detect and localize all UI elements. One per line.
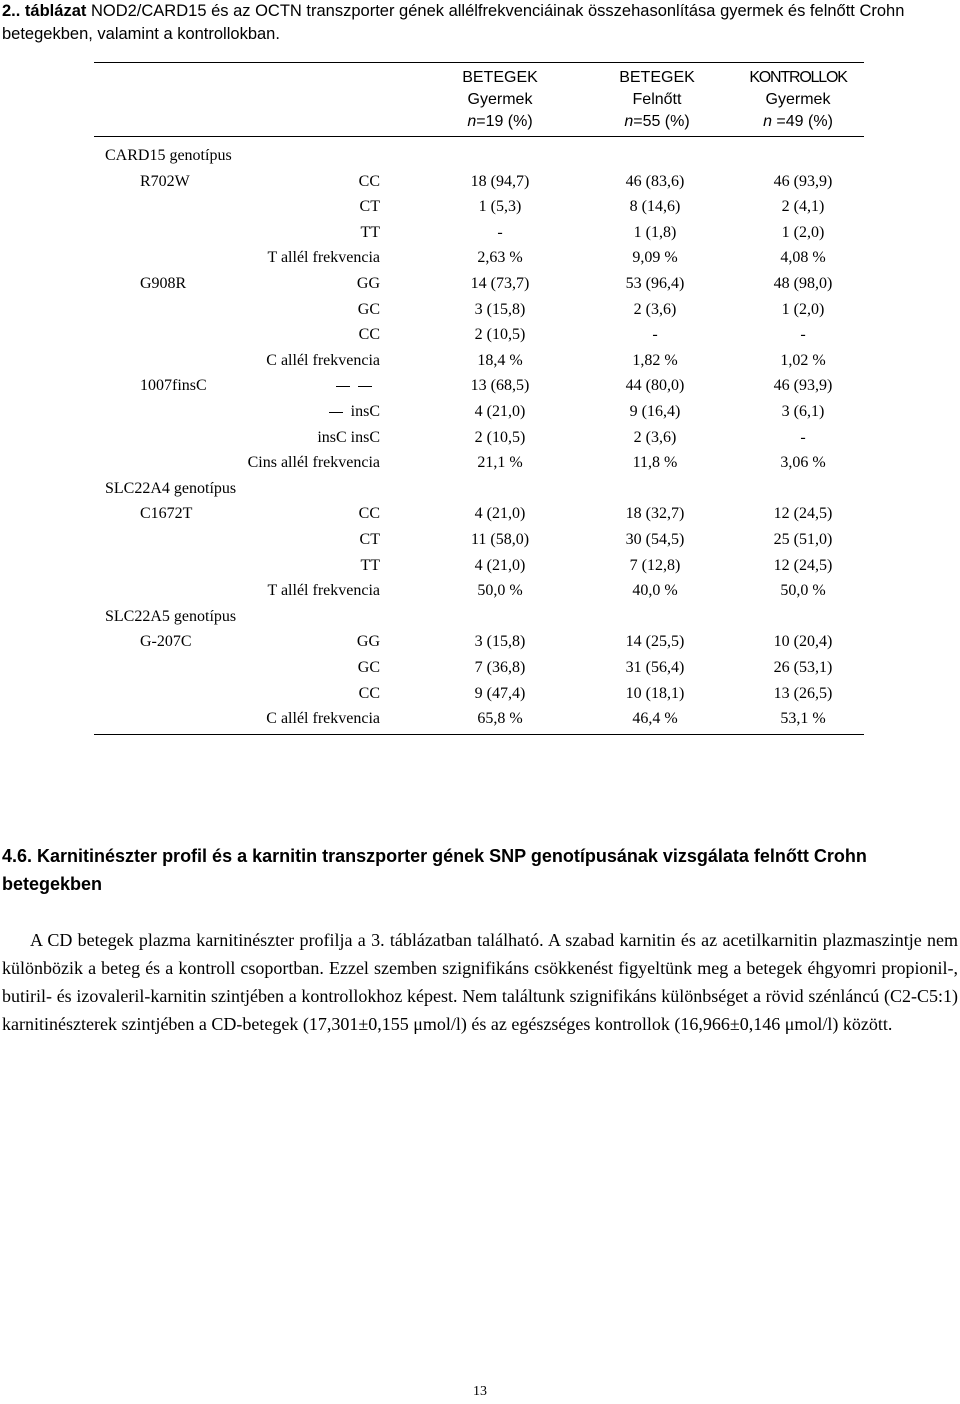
table-row (0, 604, 960, 629)
table-row (0, 169, 960, 194)
header-col-1: BETEGEK Gyermek n=19 (%) (462, 69, 538, 130)
value-adult-patients: - (652, 326, 658, 344)
value-controls: 13 (26,5) (773, 684, 833, 702)
genotype-label: GG (356, 275, 380, 292)
value-adult-patients: 31 (56,4) (625, 659, 685, 676)
table-header-rule (94, 136, 864, 137)
genotype-label: C allél frekvencia (266, 710, 380, 728)
value-adult-patients: 46 (83,6) (625, 172, 685, 190)
table-row (0, 143, 960, 168)
table-row (0, 655, 960, 680)
value-children-patients: 13 (68,5) (470, 377, 530, 395)
section-number: 4.6. (2, 846, 33, 866)
table-row (0, 706, 960, 731)
value-controls: 12 (24,5) (773, 556, 833, 574)
table-row (0, 450, 960, 475)
section-label: SLC22A4 genotípus (105, 479, 237, 497)
table-row (0, 501, 960, 526)
genotype-label: CC (358, 172, 380, 190)
value-children-patients: 18 (94,7) (470, 172, 530, 190)
value-children-patients: 7 (36,8) (474, 659, 526, 676)
section-label: CARD15 genotípus (105, 147, 232, 164)
value-adult-patients: 1,82 % (632, 351, 678, 369)
table-caption-label: 2.. táblázat (2, 2, 87, 20)
value-controls: 3 (6,1) (781, 403, 825, 420)
value-children-patients: 2,63 % (477, 249, 523, 267)
table-bottom-rule (94, 734, 864, 735)
value-controls: 53,1 % (780, 710, 826, 728)
value-adult-patients: 44 (80,0) (625, 377, 685, 395)
value-children-patients: 50,0 % (477, 582, 523, 600)
value-controls: 25 (51,0) (773, 531, 833, 548)
table-row (0, 425, 960, 450)
value-adult-patients: 1 (1,8) (633, 223, 677, 241)
value-adult-patients: 8 (14,6) (629, 198, 681, 216)
value-adult-patients: 10 (18,1) (625, 684, 685, 702)
wildtype-dash (329, 412, 343, 413)
header-col-2: BETEGEK Felnőtt n=55 (%) (619, 69, 695, 130)
value-controls: 50,0 % (780, 582, 826, 600)
wildtype-dash (336, 386, 350, 387)
genotype-label: CT (359, 531, 380, 548)
value-children-patients: 11 (58,0) (470, 531, 530, 548)
value-adult-patients: 40,0 % (632, 582, 678, 600)
table-row (0, 629, 960, 654)
table-row (0, 322, 960, 347)
table-top-rule (94, 62, 864, 63)
value-children-patients: 2 (10,5) (474, 326, 526, 344)
value-children-patients: 1 (5,3) (478, 198, 522, 216)
value-controls: 10 (20,4) (773, 633, 833, 651)
value-controls: - (800, 428, 806, 446)
body-paragraph-text: A CD betegek plazma karnitinészter profilja a 3. táblázatban található. A szabad karnitin és az acetilkarnitin plazmaszintje nem különbözik a beteg és a kontroll csoportban. Ezzel szemben szignifikáns csökkenést figyeltünk meg a betegek éhgyomri propionil-, butiril- és izovaleril-karnitin szintjében a kontrollokhoz képest. Nem találtunk szignifikáns különbséget a rövid szénláncú (C2-C5:1) karnitinészterek szintjében a CD-betegek (17,301±0,155 μmol/l) és az egészséges kontrollok (16,966±0,146 μmol/l) között. (2, 930, 958, 1034)
body-paragraph (2, 926, 958, 1038)
value-children-patients: 3 (15,8) (474, 633, 526, 651)
snp-label: G-207C (140, 633, 192, 651)
value-controls: 48 (98,0) (773, 275, 833, 292)
value-children-patients: - (497, 223, 503, 241)
value-adult-patients: 2 (3,6) (633, 428, 677, 446)
value-adult-patients: 9,09 % (632, 249, 678, 267)
value-controls: 3,06 % (780, 454, 826, 472)
genotype-label: insC insC (317, 428, 380, 446)
value-children-patients: 65,8 % (477, 710, 523, 728)
page-number: 13 (473, 1384, 487, 1399)
table-row (0, 220, 960, 245)
table-row (0, 476, 960, 501)
value-controls: 46 (93,9) (773, 377, 833, 395)
value-controls: 26 (53,1) (773, 659, 833, 676)
value-adult-patients: 2 (3,6) (633, 300, 677, 318)
genotype-label: GC (357, 300, 380, 318)
value-controls: 2 (4,1) (781, 198, 825, 216)
value-children-patients: 4 (21,0) (474, 505, 526, 523)
snp-label: 1007finsC (140, 377, 207, 395)
table-row (0, 578, 960, 603)
genotype-label: T allél frekvencia (267, 582, 380, 600)
genotype-label: CC (358, 505, 380, 523)
genotype-label: GG (356, 633, 380, 651)
table-row (0, 297, 960, 322)
value-controls: 4,08 % (780, 249, 826, 267)
value-children-patients: 4 (21,0) (474, 556, 526, 574)
genotype-label: CT (359, 198, 380, 216)
table-row (0, 399, 960, 424)
genotype-label: Cins allél frekvencia (247, 454, 380, 472)
value-adult-patients: 53 (96,4) (625, 275, 685, 292)
value-children-patients: 21,1 % (477, 454, 523, 472)
genotype-label: CC (358, 326, 380, 344)
value-adult-patients: 7 (12,8) (629, 556, 681, 574)
value-adult-patients: 9 (16,4) (629, 403, 681, 420)
table-row (0, 245, 960, 270)
section-title: Karnitinészter profil és a karnitin transzporter gének SNP genotípusának vizsgálata felnőtt Crohn betegekben (2, 846, 867, 894)
section-label: SLC22A5 genotípus (105, 607, 237, 625)
value-children-patients: 14 (73,7) (470, 275, 530, 292)
table-row (0, 348, 960, 373)
value-adult-patients: 11,8 % (632, 454, 678, 472)
value-controls: - (800, 326, 806, 344)
table-caption-text: NOD2/CARD15 és az OCTN transzporter gének allélfrekvenciáinak összehasonlítása gyermek és felnőtt Crohn betegekben, valamint a kontrollokban. (2, 2, 905, 43)
value-adult-patients: 14 (25,5) (625, 633, 685, 651)
value-controls: 12 (24,5) (773, 505, 833, 523)
genotype-label: T allél frekvencia (267, 249, 380, 267)
value-controls: 1 (2,0) (781, 223, 825, 241)
table-row (0, 373, 960, 398)
value-adult-patients: 46,4 % (632, 710, 678, 728)
section-heading (2, 842, 958, 898)
header-col-3: KONTROLLOK Gyermek n =49 (%) (749, 69, 847, 130)
value-controls: 1,02 % (780, 351, 826, 369)
value-children-patients: 3 (15,8) (474, 300, 526, 318)
table-row (0, 553, 960, 578)
value-controls: 46 (93,9) (773, 172, 833, 190)
genotype-label: CC (358, 684, 380, 702)
snp-label: G908R (140, 275, 187, 292)
table-row (0, 681, 960, 706)
value-adult-patients: 18 (32,7) (625, 505, 685, 523)
table-row (0, 194, 960, 219)
value-children-patients: 4 (21,0) (474, 403, 526, 420)
table-row (0, 527, 960, 552)
value-children-patients: 2 (10,5) (474, 428, 526, 446)
table-row (0, 271, 960, 296)
genotype-label: TT (360, 556, 380, 574)
genotype-label (195, 373, 380, 398)
wildtype-dash (358, 386, 372, 387)
snp-label: R702W (140, 172, 190, 190)
value-adult-patients: 30 (54,5) (625, 531, 685, 548)
value-children-patients: 18,4 % (477, 351, 523, 369)
genotype-label: TT (360, 223, 380, 241)
genotype-label: GC (357, 659, 380, 676)
genotype-label: insC (195, 399, 380, 424)
genotype-label: C allél frekvencia (266, 351, 380, 369)
snp-label: C1672T (140, 505, 193, 523)
value-controls: 1 (2,0) (781, 300, 825, 318)
value-children-patients: 9 (47,4) (474, 684, 526, 702)
table-caption (2, 0, 952, 46)
